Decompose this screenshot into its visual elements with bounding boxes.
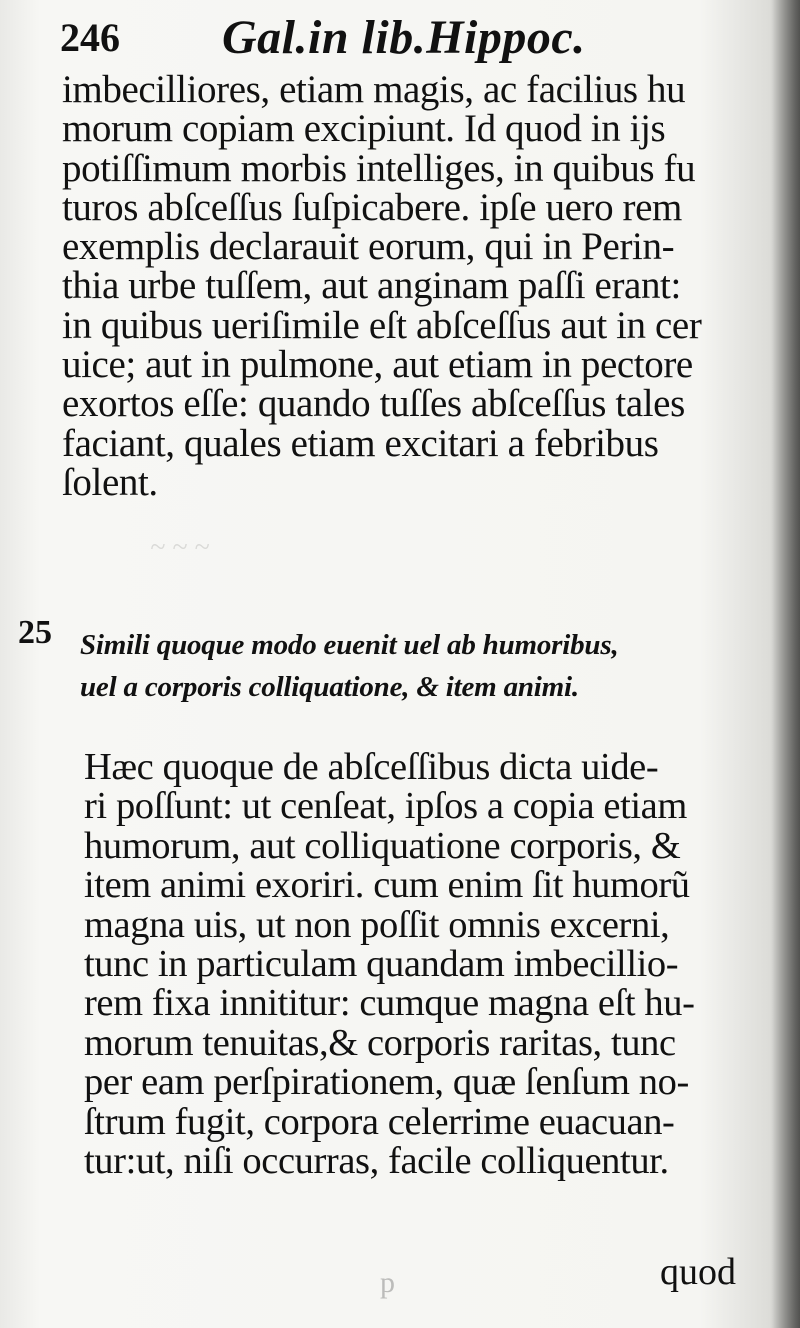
signature-mark: p [380, 1266, 395, 1299]
text-line: tur:ut, niſi occurras, facile colliquentur. [84, 1140, 669, 1183]
text-line: item animi exoriri. cum enim ſit humorũ [84, 864, 690, 907]
text-line: ri poſſunt: ut cenſeat, ipſos a copia etiam [84, 785, 687, 828]
paragraph-2 [84, 748, 744, 1181]
text-line: faciant, quales etiam excitari a febribus [62, 421, 659, 465]
text-line: exortos eſſe: quando tuſſes abſceſſus tales [62, 382, 685, 426]
text-line: thia urbe tuſſem, aut anginam paſſi erant: [62, 264, 681, 308]
bleed-through-text: ~ ~ ~ [150, 532, 210, 563]
text-line: imbecilliores, etiam magis, ac facilius hu [62, 68, 686, 111]
text-line: morum copiam excipiunt. Id quod in ijs [62, 107, 666, 151]
text-line: per eam perſpirationem, quæ ſenſum no- [84, 1061, 689, 1104]
text-line: potiſſimum morbis intelliges, in quibus fu [62, 146, 696, 190]
text-line: uice; aut in pulmone, aut etiam in pectore [62, 343, 693, 387]
text-line: morum tenuitas,& corporis raritas, tunc [84, 1021, 676, 1064]
text-line: magna uis, ut non poſſit omnis excerni, [84, 903, 670, 946]
text-line: ſolent. [62, 460, 158, 504]
page-edge-shadow [772, 0, 800, 1328]
aphorism-quote [80, 624, 740, 708]
margin-number: 25 [18, 614, 52, 651]
running-title: Gal.in lib.Hippoc. [222, 11, 586, 64]
text-line: turos abſceſſus ſuſpicabere. ipſe uero rem [62, 185, 682, 229]
text-line: Hæc quoque de abſceſſibus dicta uide- [84, 746, 659, 788]
text-line: tunc in particulam quandam imbecillio- [84, 943, 679, 986]
text-line: ſtrum fugit, corpora celerrime euacuan- [84, 1100, 675, 1143]
text-line: humorum, aut colliquatione corporis, & [84, 824, 681, 867]
page-header [60, 6, 680, 68]
text-line: rem fixa innititur: cumque magna eſt hu- [84, 982, 695, 1025]
text-line: in quibus ueriſimile eſt abſceſſus aut in cer [62, 303, 702, 347]
text-line: exemplis declarauit eorum, qui in Perin- [62, 225, 675, 269]
quote-line: uel a corporis colliquatione, & item animi. [80, 671, 579, 703]
catchword: quod [660, 1251, 736, 1293]
page-number: 246 [60, 15, 120, 60]
quote-line: Simili quoque modo euenit uel ab humoribus, [80, 629, 619, 661]
paragraph-1 [62, 70, 742, 502]
